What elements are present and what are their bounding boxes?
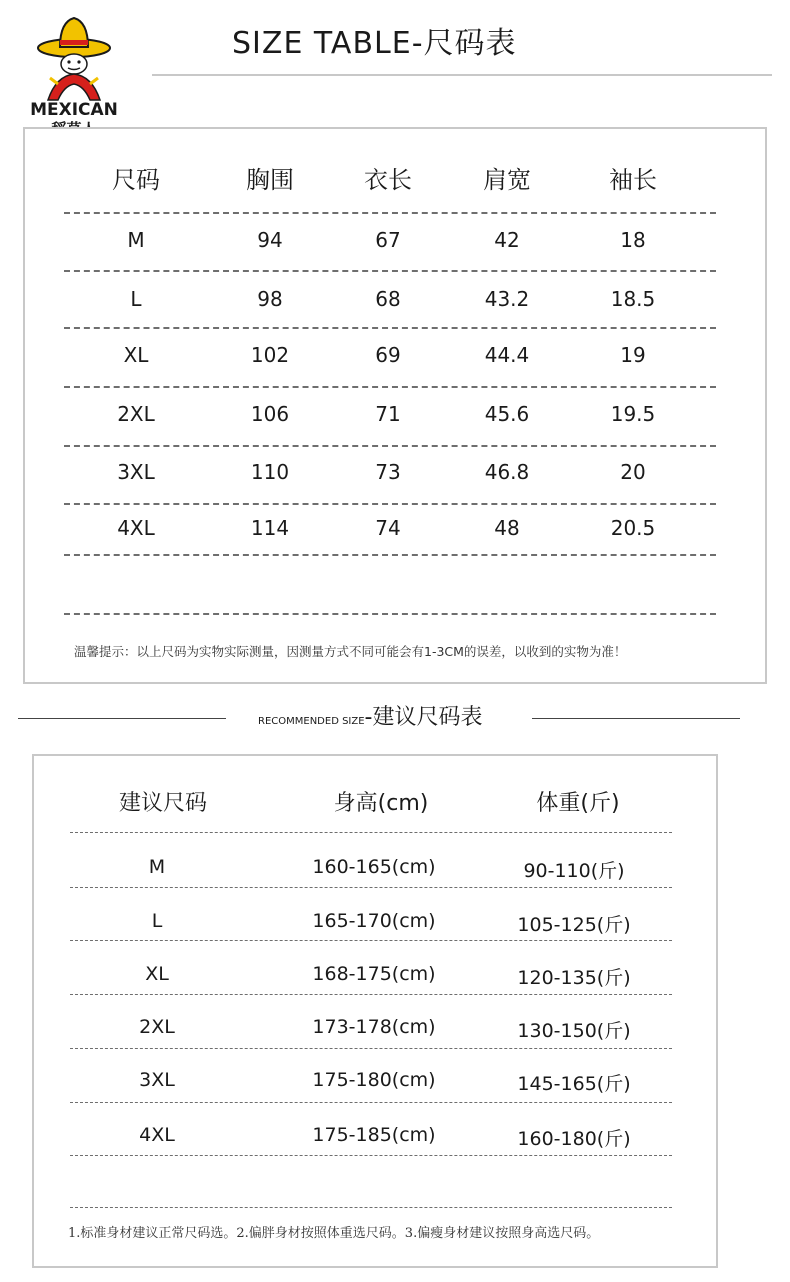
size-cell-r0-c2: 67	[375, 228, 401, 252]
size-cell-r3-c4: 19.5	[610, 402, 656, 426]
rec-header-2: 体重(斤)	[536, 791, 620, 816]
rec-cell-r5-c1: 175-185(cm)	[312, 1124, 436, 1146]
size-cell-r2-c2: 69	[375, 343, 401, 367]
size-table-note: 温馨提示：以上尺码为实物实际测量，因测量方式不同可能会有1-3CM的误差，以收到的实物为准！	[74, 644, 627, 659]
rec-cell-r5-c0: 4XL	[139, 1124, 175, 1146]
size-cell-r4-c4: 20	[620, 460, 646, 484]
size-cell-r5-c1: 114	[250, 516, 290, 540]
rec-cell-r2-c0: XL	[145, 963, 169, 985]
brand-name-en: MEXICAN	[30, 100, 118, 120]
rec-cell-r4-c1: 175-180(cm)	[312, 1069, 436, 1091]
rec-cell-r3-c1: 173-178(cm)	[312, 1016, 436, 1038]
size-cell-r4-c3: 46.8	[484, 460, 530, 484]
page-title: SIZE TABLE-尺码表	[232, 26, 517, 61]
size-divider-6	[64, 554, 716, 556]
size-divider-7	[64, 613, 716, 615]
size-header-4: 袖长	[609, 166, 657, 194]
recommended-title	[258, 700, 483, 731]
rec-cell-r0-c1: 160-165(cm)	[312, 856, 436, 878]
rec-header-1: 身高(cm)	[333, 791, 429, 816]
rec-cell-r4-c0: 3XL	[139, 1069, 175, 1091]
rec-divider-5	[70, 1102, 672, 1103]
size-cell-r0-c4: 18	[620, 228, 646, 252]
size-divider-2	[64, 327, 716, 329]
size-cell-r4-c1: 110	[250, 460, 290, 484]
size-header-0: 尺码	[112, 166, 160, 194]
rec-cell-r5-c2: 160-180(斤)	[517, 1128, 631, 1150]
rec-cell-r1-c2: 105-125(斤)	[517, 914, 631, 936]
title-divider	[152, 74, 772, 76]
size-cell-r0-c1: 94	[257, 228, 283, 252]
size-cell-r1-c0: L	[130, 287, 142, 311]
size-cell-r5-c2: 74	[375, 516, 401, 540]
rec-divider-2	[70, 940, 672, 941]
size-cell-r4-c2: 73	[375, 460, 401, 484]
rec-header-0: 建议尺码	[118, 791, 207, 816]
rec-divider-7	[70, 1207, 672, 1208]
size-cell-r2-c0: XL	[123, 343, 149, 367]
size-divider-5	[64, 503, 716, 505]
size-cell-r1-c2: 68	[375, 287, 401, 311]
brand-logo	[18, 14, 130, 136]
rec-cell-r1-c1: 165-170(cm)	[312, 910, 436, 932]
size-cell-r2-c1: 102	[250, 343, 290, 367]
rec-cell-r1-c0: L	[151, 910, 163, 932]
recommended-title-en: RECOMMENDED SIZE	[258, 716, 365, 727]
size-header-1: 胸围	[246, 166, 294, 194]
rec-divider-1	[70, 887, 672, 888]
size-cell-r4-c0: 3XL	[117, 460, 155, 484]
recommended-title-cn: -建议尺码表	[364, 705, 483, 730]
rec-cell-r0-c2: 90-110(斤)	[523, 860, 625, 882]
rec-divider-6	[70, 1155, 672, 1156]
size-cell-r1-c3: 43.2	[484, 287, 530, 311]
size-cell-r3-c1: 106	[250, 402, 290, 426]
size-cell-r0-c3: 42	[494, 228, 520, 252]
size-cell-r5-c3: 48	[494, 516, 520, 540]
size-cell-r5-c4: 20.5	[610, 516, 656, 540]
rec-cell-r3-c0: 2XL	[139, 1016, 175, 1038]
rec-divider-0	[70, 832, 672, 833]
size-divider-3	[64, 386, 716, 388]
rec-cell-r4-c2: 145-165(斤)	[517, 1073, 631, 1095]
size-divider-1	[64, 270, 716, 272]
rec-divider-4	[70, 1048, 672, 1049]
rec-title-line-right	[532, 718, 740, 719]
rec-cell-r0-c0: M	[148, 856, 166, 878]
size-cell-r5-c0: 4XL	[117, 516, 155, 540]
rec-cell-r2-c1: 168-175(cm)	[312, 963, 436, 985]
size-cell-r2-c3: 44.4	[484, 343, 530, 367]
size-cell-r1-c1: 98	[257, 287, 283, 311]
recommended-note: 1.标准身材建议正常尺码选。2.偏胖身材按照体重选尺码。3.偏瘦身材建议按照身高选尺码。	[68, 1226, 600, 1241]
size-cell-r2-c4: 19	[620, 343, 646, 367]
size-cell-r1-c4: 18.5	[610, 287, 656, 311]
rec-cell-r2-c2: 120-135(斤)	[517, 967, 631, 989]
rec-title-line-left	[18, 718, 226, 719]
size-divider-0	[64, 212, 716, 214]
rec-cell-r3-c2: 130-150(斤)	[517, 1020, 631, 1042]
size-header-2: 衣长	[364, 166, 412, 194]
rec-divider-3	[70, 994, 672, 995]
size-header-3: 肩宽	[483, 166, 531, 194]
size-cell-r3-c2: 71	[375, 402, 401, 426]
size-cell-r3-c3: 45.6	[484, 402, 530, 426]
size-cell-r0-c0: M	[127, 228, 145, 252]
scarecrow-logo-icon	[36, 14, 112, 102]
size-cell-r3-c0: 2XL	[117, 402, 155, 426]
size-divider-4	[64, 445, 716, 447]
